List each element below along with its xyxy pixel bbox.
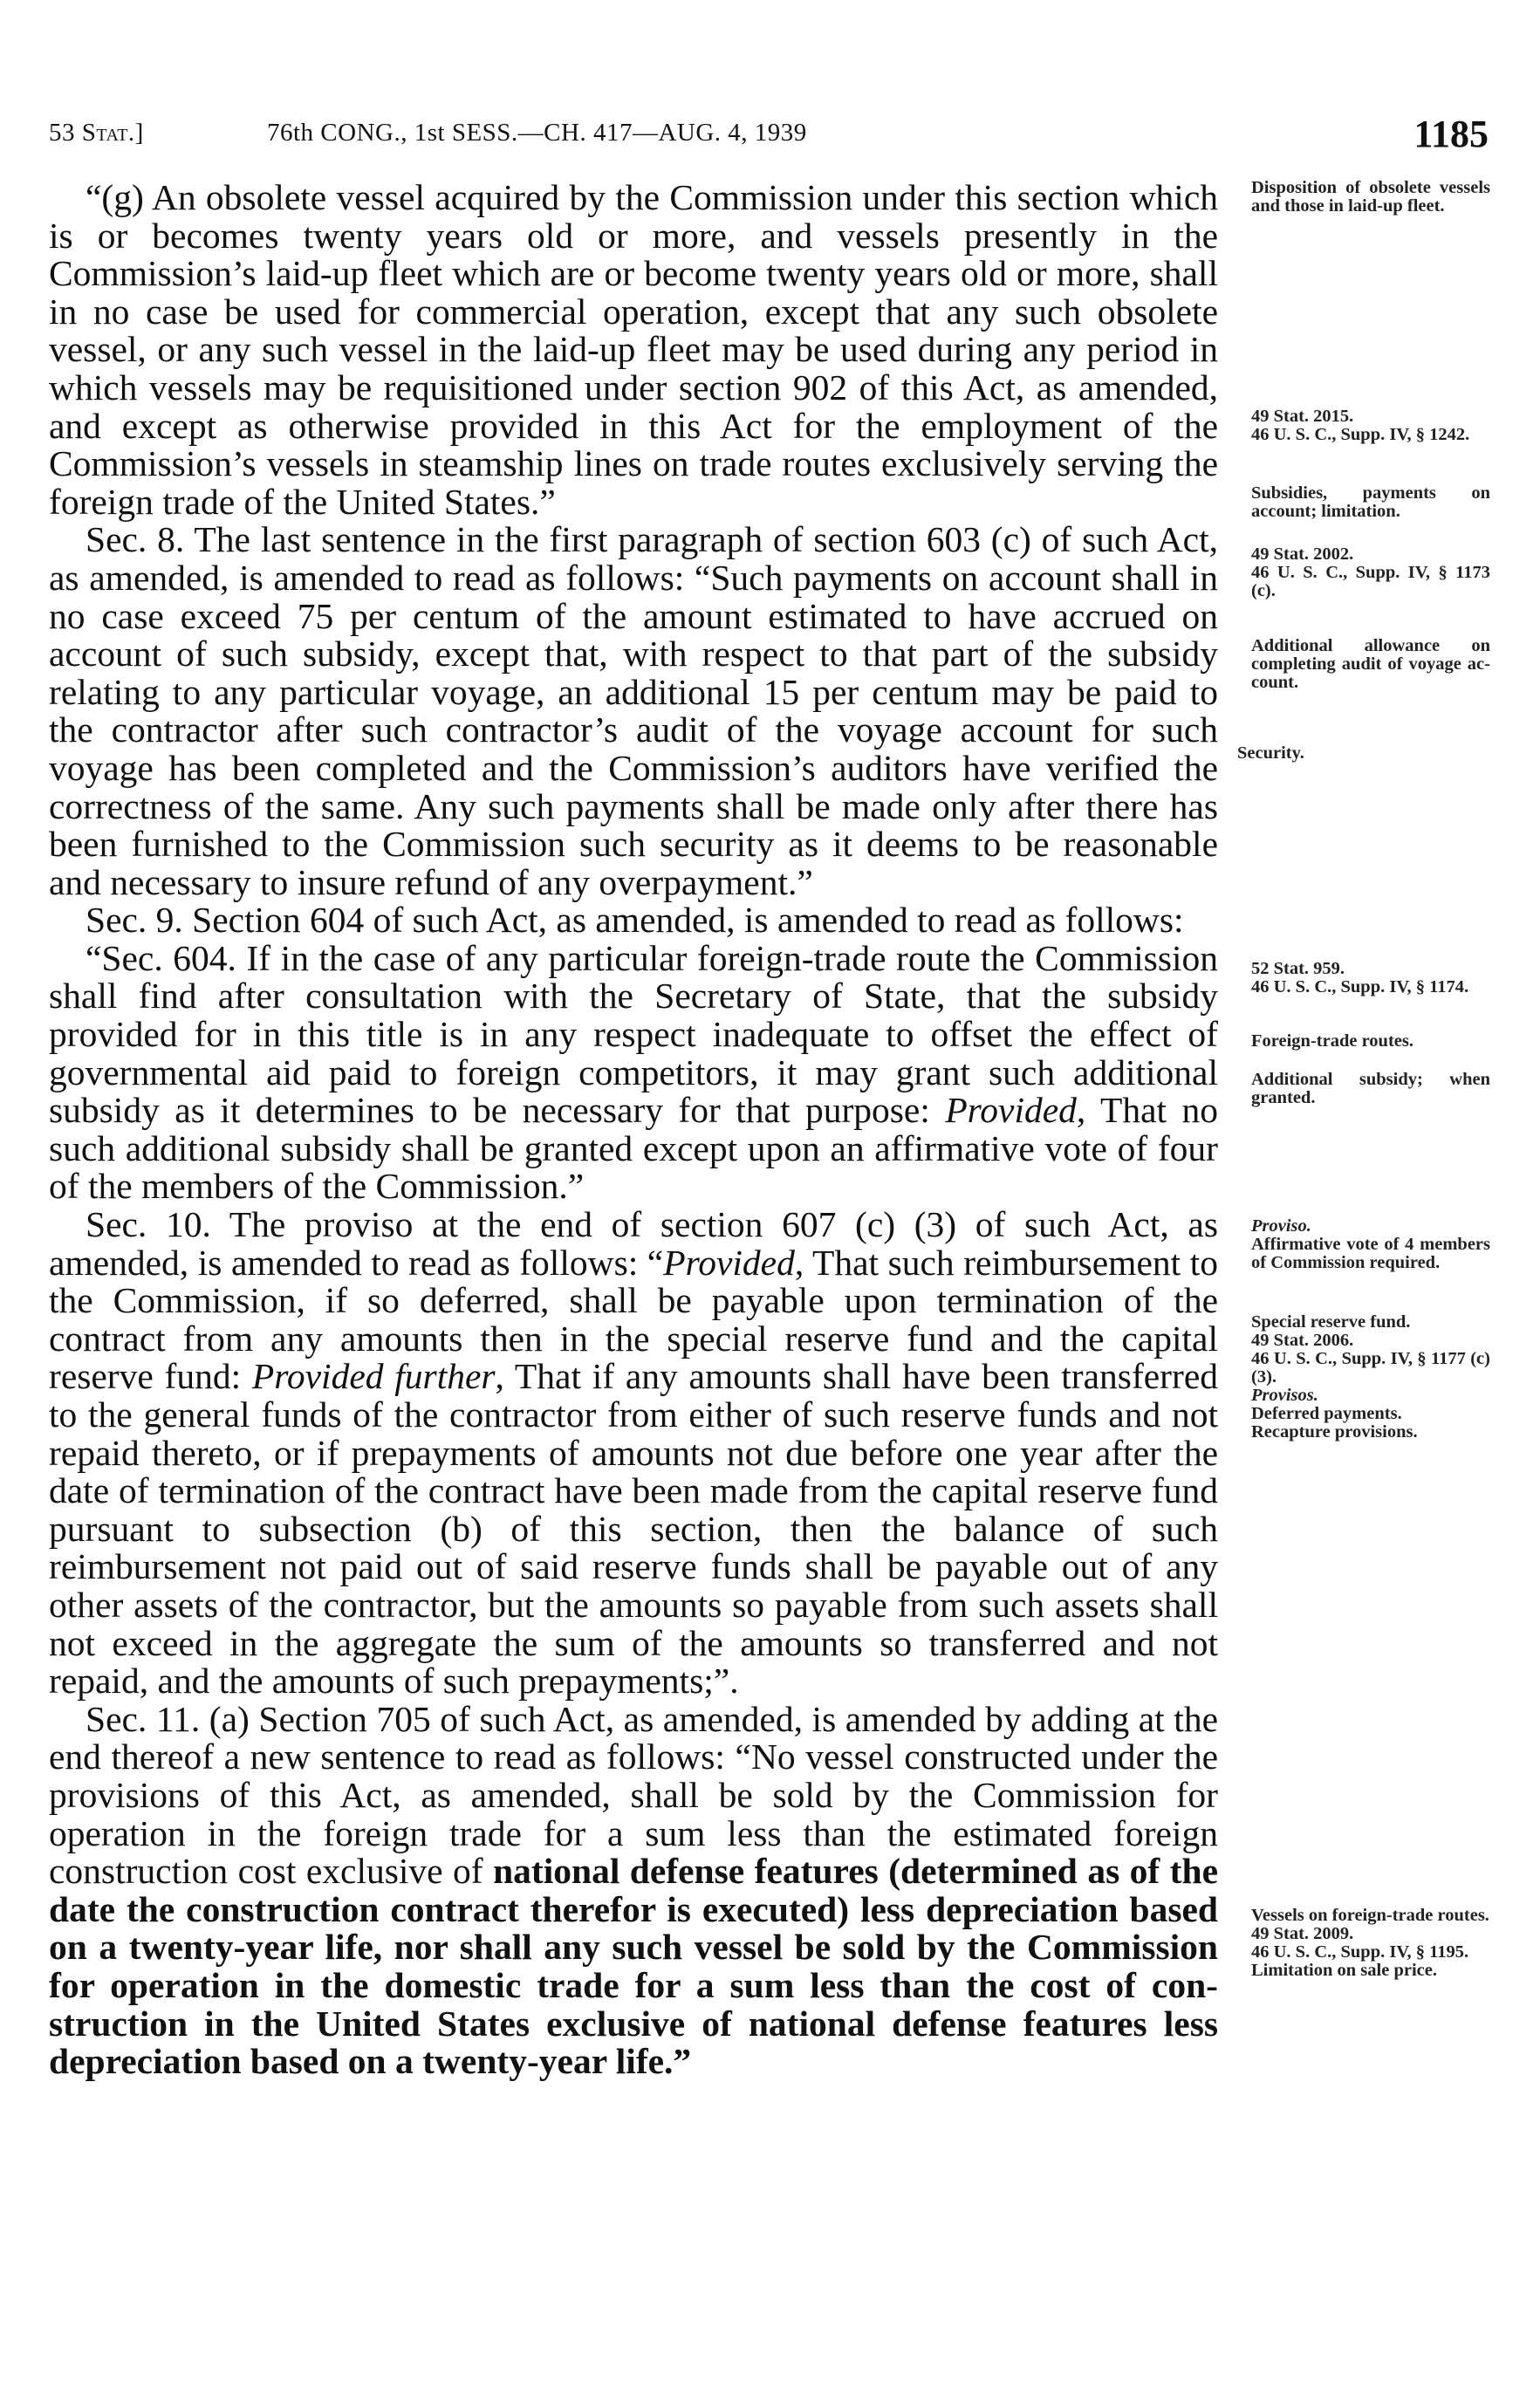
margin-note-proviso-label: [1237, 1217, 1490, 1236]
margin-note-usc: 46 U. S. C., Supp. IV, § 1174.: [1251, 977, 1469, 996]
margin-note-additional-allowance: [1237, 637, 1490, 692]
paragraph-sec-11: [49, 1698, 1218, 2082]
margin-note-text: Affirmative vote of 4 members of Commission required.: [1251, 1235, 1490, 1272]
session-chapter-date: 76th CONG., 1st SESS.—CH. 417—AUG. 4, 1939: [267, 119, 807, 147]
margin-note-stat: 49 Stat. 2009.: [1251, 1924, 1354, 1943]
sec-604-text-a: “Sec. 604. If in the case of any particular foreign-trade route the Commission shall find after consultation with the Secretary of State, that the subsidy provided for in this title is in any respect inadequate to offset the effect of governmental aid paid to foreign competitors, it may grant such additional subsidy as it determines to be necessary for that purpose:: [49, 937, 1218, 1131]
margin-note-text: Additional allowance on completing audit of voyage account.: [1251, 636, 1490, 692]
sec-604-text-b: , That no such additional subsidy shall be granted except upon an affirmative vote of four of the members of the Commission.”: [49, 1090, 1218, 1207]
statute-volume: 53 Stat.]: [49, 119, 144, 147]
paragraph-sec-604: [49, 937, 1218, 1207]
margin-note-text: Vessels on foreign-trade routes.: [1251, 1906, 1489, 1925]
margin-note-obsolete-vessels: [1237, 179, 1490, 216]
margin-note-vessels-foreign-trade: [1237, 1907, 1490, 1980]
margin-note-citation-2: [1237, 545, 1490, 600]
margin-note-text: Limitation on sale price.: [1251, 1961, 1437, 1980]
margin-note-usc: 46 U. S. C., Supp. IV, § 1177 (c) (3).: [1251, 1349, 1490, 1387]
margin-note-subsidies: [1237, 484, 1490, 521]
margin-note-stat: 49 Stat. 2006.: [1251, 1331, 1354, 1350]
sec-604-proviso: Provided: [945, 1090, 1077, 1131]
page-number: 1185: [1413, 113, 1489, 155]
main-text: [49, 179, 1218, 2081]
margin-note-foreign-trade-routes: [1237, 1032, 1490, 1051]
margin-note-citation-3: [1237, 960, 1490, 996]
margin-note-usc: 46 U. S. C., Supp. IV, § 1242.: [1251, 425, 1470, 444]
margin-note-stat: 52 Stat. 959.: [1251, 959, 1345, 978]
margin-note-text: Recapture provisions.: [1251, 1422, 1418, 1442]
sec-10-proviso-further: Provided further: [251, 1356, 496, 1397]
paragraph-sec-8: Sec. 8. The last sentence in the first paragraph of section 603 (c) of such Act, as amended, is amended to read as follows: “Such payments on account shall in no case exceed 75 per centum of the amount estimated to have accrued on account of such subsidy, except that, with respect to that part of the subsidy relating to any particular voyage, an additional 15 per centum may be paid to the contractor after such contractor’s audit of the voyage account for such voyage has been completed and the Commission’s auditors have verified the correctness of the same. Any such payments shall be made only after there has been furnished to the Commission such security as it deems to be reasonable and necessary to insure refund of any overpayment.”: [49, 519, 1218, 902]
margin-note-text: Additional subsidy; when granted.: [1251, 1070, 1490, 1107]
margin-note-provisos-label: [1237, 1387, 1490, 1405]
margin-note-text: Security.: [1237, 743, 1304, 763]
paragraph-sec-9: Sec. 9. Section 604 of such Act, as amended, is amended to read as follows:: [86, 900, 1184, 941]
sec-10-text-c: , That if any amounts shall have been transferred to the general funds of the contractor from either of such reserve funds and not repaid thereto, or if prepayments of amounts not due before one year after the date of termination of the contract have been made from the capital reserve fund pursuant to subsection (b) of this section, then the balance of such reimbursement not paid out of said reserve funds shall be payable out of any other assets of the contractor, but the amounts so payable from such assets shall not exceed in the aggregate the sum of the amounts so transferred and not repaid, and the amounts of such prepayments;”.: [49, 1356, 1218, 1702]
margin-note-usc: 46 U. S. C., Supp. IV, § 1173 (c).: [1251, 563, 1490, 600]
margin-note-text: Disposition of obsolete vessels and those in laid-up fleet.: [1251, 178, 1490, 216]
sec-11-text-b: national defense features (determined as of the date the construction contract therefor is executed) less depreciation based on a twenty-year life, nor shall any such vessel be sold by the Commission for operation in the domestic trade for a sum less than the cost of construction in the United States exclusive of national defense features less depreciation based on a twenty-year life.”: [49, 1851, 1218, 2082]
sec-11-text-a: Sec. 11. (a) Section 705 of such Act, as amended, is amended by adding at the end thereof a new sentence to read as follows: “No vessel constructed under the provisions of this Act, as amended, shall be sold by the Commission for operation in the foreign trade for a sum less than the estimated foreign construction cost exclusive of: [49, 1698, 1218, 1892]
margin-note-usc: 46 U. S. C., Supp. IV, § 1195.: [1251, 1942, 1469, 1962]
margin-note-citation-1: [1237, 407, 1490, 444]
margin-note-text: Subsidies, payments on account; limitation.: [1251, 483, 1490, 521]
sec-10-text-a: Sec. 10. The proviso at the end of section 607 (c) (3) of such Act, as amended, is amended to read as follows: “: [49, 1204, 1218, 1283]
margin-note-proviso: [1237, 1217, 1490, 1272]
margin-note-stat: 49 Stat. 2002.: [1251, 544, 1354, 564]
sec-10-text-b: , That such reimbursement to the Commission, if so deferred, shall be payable upon termination of the contract from any amounts then in the special reserve fund and the capital reserve fund:: [49, 1242, 1218, 1397]
margin-note-proviso-text: Proviso.: [1251, 1216, 1311, 1236]
margin-note-provisos-text: Provisos.: [1251, 1386, 1318, 1405]
margin-note-special-reserve: [1237, 1313, 1490, 1442]
margin-note-text: Deferred payments.: [1251, 1404, 1402, 1423]
paragraph-obsolete-vessels: “(g) An obsolete vessel acquired by the Commission under this section which is or becomes twenty years old or more, and vessels presently in the Commission’s laid-up fleet which are or become twenty years old or more, shall in no case be used for commercial operation, except that any such obsolete vessel, or any such vessel in the laid-up fleet may be used during any period in which vessels may be requisitioned under section 902 of this Act, as amended, and except as otherwise provided in this Act for the employment of the Commission’s vessels in steamship lines on trade routes exclusively serving the foreign trade of the United States.”: [49, 177, 1218, 522]
margin-note-additional-subsidy: [1237, 1071, 1490, 1107]
paragraph-sec-10: [49, 1206, 1218, 1701]
margin-note-stat: 49 Stat. 2015.: [1251, 407, 1354, 426]
margin-note-security: [1237, 744, 1490, 763]
running-head: [49, 112, 1489, 164]
sec-10-proviso: Provided: [663, 1242, 795, 1283]
margin-note-text: Foreign-trade routes.: [1251, 1031, 1413, 1051]
margin-note-text: Special reserve fund.: [1251, 1312, 1411, 1332]
